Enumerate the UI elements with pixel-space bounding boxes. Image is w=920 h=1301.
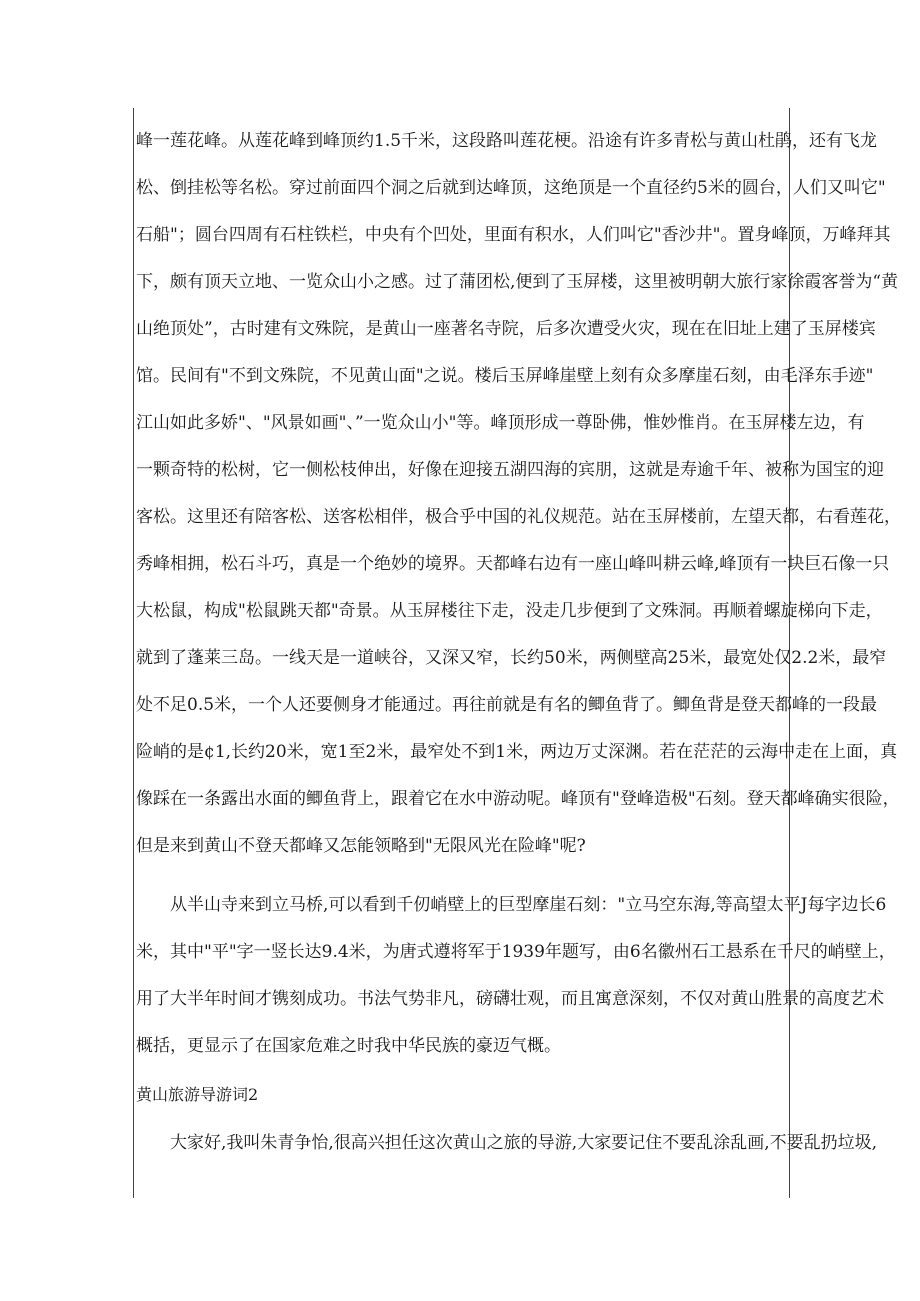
paragraph-3 xyxy=(136,1120,878,1167)
text-line: 但是来到黄山不登天都峰又怎能领略到"无限风光在险峰"呢? xyxy=(136,836,586,856)
text-line: 处不足0.5米，一个人还要侧身才能通过。再往前就是有名的鲫鱼背了。鲫鱼背是登天都峰的一段最 xyxy=(136,695,878,715)
text-line: 一颗奇特的松树，它一侧松枝伸出，好像在迎接五湖四海的宾朋，这就是寿逾千年、被称为国宝的迎 xyxy=(136,460,884,480)
text-line: 险峭的是¢1,长约20米，宽1至2米，最窄处不到1米，两边万丈深渊。若在茫茫的云海中走在上面，真 xyxy=(136,742,898,762)
text-line: 山绝顶处”，古时建有文殊院，是黄山一座著名寺院，后多次遭受火灾，现在在旧址上建了玉屏楼宾 xyxy=(136,319,876,339)
paragraph-1 xyxy=(136,118,901,870)
text-line: 用了大半年时间才镌刻成功。书法气势非凡，磅礴壮观，而且寓意深刻，不仅对黄山胜景的高度艺术 xyxy=(136,989,884,1009)
text-line: 下，颇有顶天立地、一览众山小之感。过了蒲团松,便到了玉屏楼，这里被明朝大旅行家徐霞客誉为“黄 xyxy=(136,272,899,292)
text-line: 大家好,我叫朱青争怡,很高兴担任这次黄山之旅的导游,大家要记住不要乱涂乱画,不要乱扔垃圾, xyxy=(170,1133,878,1153)
text-line: 客松。这里还有陪客松、送客松相伴，极合乎中国的礼仪规范。站在玉屏楼前，左望天都，右看莲花， xyxy=(136,507,901,527)
text-line: 馆。民间有"不到文殊院，不见黄山面"之说。楼后玉屏峰崖壁上刻有众多摩崖石刻，由毛泽东手迹" xyxy=(136,366,874,386)
text-line: 峰一莲花峰。从莲花峰到峰顶约1.5千米，这段路叫莲花梗。沿途有许多青松与黄山杜鹃，还有飞龙 xyxy=(136,131,878,151)
text-line: 石船"；圆台四周有石柱铁栏，中央有个凹处，里面有积水，人们叫它"香沙井"。置身峰顶，万峰拜其 xyxy=(136,225,891,245)
text-line: 概括，更显示了在国家危难之时我中华民族的豪迈气概。 xyxy=(136,1036,561,1056)
text-line: 从半山寺来到立马桥,可以看到千仞峭壁上的巨型摩崖石刻："立马空东海,等高望太平J每字边长6 xyxy=(170,895,887,915)
section-heading: 黄山旅游导游词2 xyxy=(136,1085,259,1104)
paragraph-2 xyxy=(136,882,896,1070)
text-line: 就到了蓬莱三岛。一线天是一道峡谷，又深又窄，长约50米，两侧壁高25米，最宽处仅2.2米，最窄 xyxy=(136,648,887,668)
text-line: 米，其中"平"字一竖长达9.4米，为唐式遵将军于1939年题写，由6名徽州石工悬系在千尺的峭壁上， xyxy=(136,942,896,962)
text-line: 像踩在一条露出水面的鲫鱼背上，跟着它在水中游动呢。峰顶有"登峰造极"石刻。登天都峰确实很险， xyxy=(136,789,900,809)
text-line: 秀峰相拥，松石斗巧，真是一个绝妙的境界。天都峰右边有一座山峰叫耕云峰,峰顶有一块巨石像一只 xyxy=(136,554,890,574)
text-line: 大松鼠，构成"松鼠跳天都"奇景。从玉屏楼往下走，没走几步便到了文殊洞。再顺着螺旋梯向下走， xyxy=(136,601,883,621)
text-line: 松、倒挂松等名松。穿过前面四个洞之后就到达峰顶，这绝顶是一个直径约5米的圆台，人们又叫它" xyxy=(136,178,886,198)
text-line: 江山如此多娇"、"风景如画"、”一览众山小"等。峰顶形成一尊卧佛，惟妙惟肖。在玉屏楼左边，有 xyxy=(136,413,865,433)
paragraph-spacer xyxy=(136,870,786,882)
document-body xyxy=(136,118,901,1167)
